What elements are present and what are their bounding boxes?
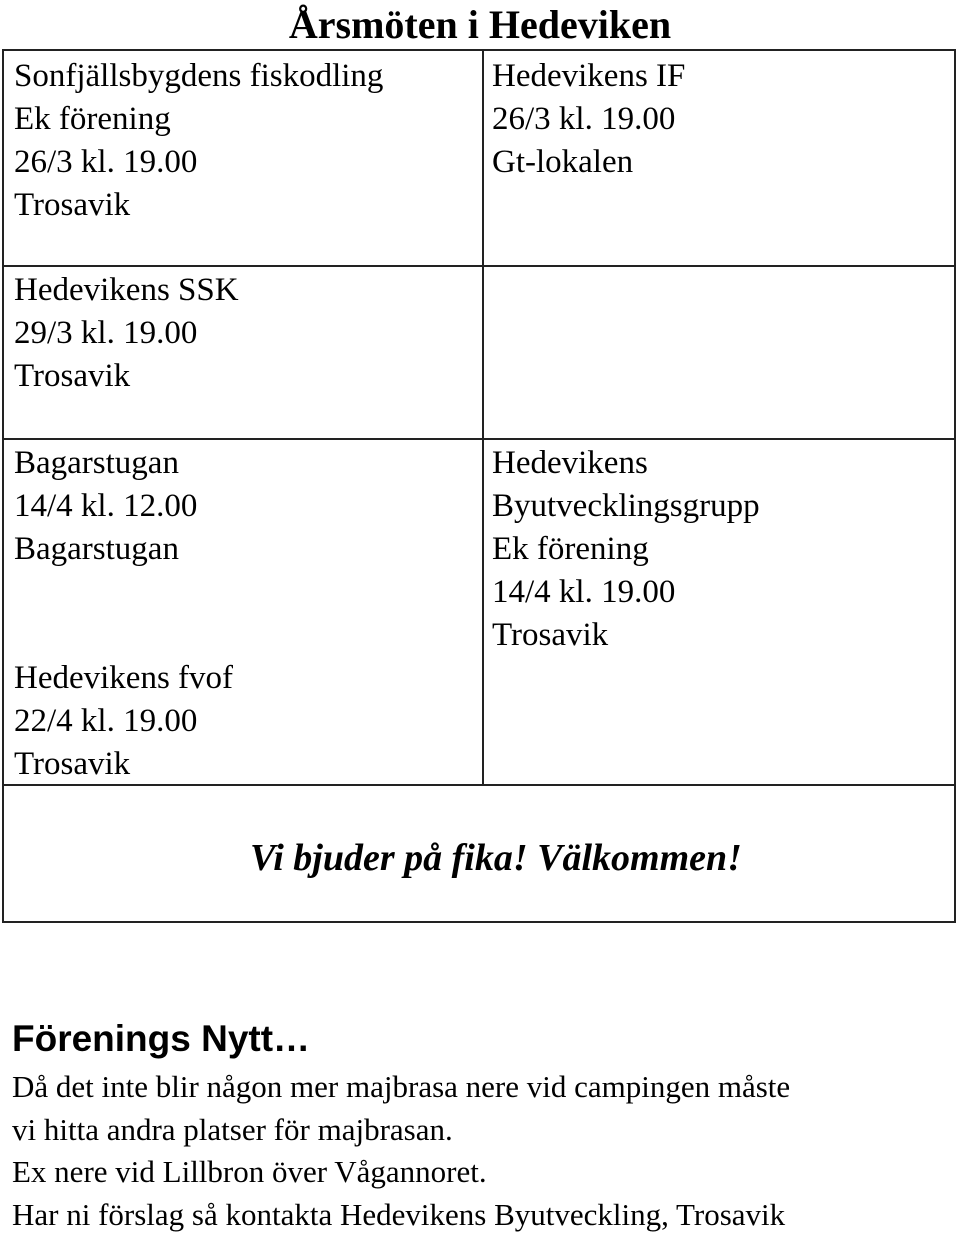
meeting-time: 26/3 kl. 19.00	[492, 98, 685, 141]
row-divider-1	[4, 265, 954, 267]
news-body	[12, 1066, 790, 1236]
meeting-place: Trosavik	[14, 743, 233, 786]
welcome-text: Vi bjuder på fika! Välkommen!	[250, 834, 742, 882]
column-divider	[482, 51, 484, 786]
meeting-name-cont: Byutvecklingsgrupp	[492, 485, 760, 528]
news-line: Ex nere vid Lillbron över Vågannoret.	[12, 1151, 790, 1194]
meeting-time: 26/3 kl. 19.00	[14, 141, 383, 184]
meeting-time: 29/3 kl. 19.00	[14, 312, 239, 355]
meeting-fvof	[14, 657, 233, 786]
meeting-name: Sonfjällsbygdens fiskodling	[14, 55, 383, 98]
meeting-fiskodling	[14, 55, 383, 227]
meeting-time: 14/4 kl. 12.00	[14, 485, 197, 528]
meeting-bagarstugan	[14, 442, 197, 571]
meeting-ssk	[14, 269, 239, 398]
page-title: Årsmöten i Hedeviken	[0, 0, 960, 50]
meeting-place: Trosavik	[492, 614, 760, 657]
news-line: vi hitta andra platser för majbrasan.	[12, 1109, 790, 1152]
meeting-place: Trosavik	[14, 184, 383, 227]
meeting-name: Hedevikens fvof	[14, 657, 233, 700]
meetings-table	[2, 49, 956, 923]
meeting-if	[492, 55, 685, 184]
meeting-name: Bagarstugan	[14, 442, 197, 485]
row-divider-2	[4, 438, 954, 440]
news-line: Har ni förslag så kontakta Hedevikens Byutveckling, Trosavik	[12, 1194, 790, 1236]
meeting-place: Gt-lokalen	[492, 141, 685, 184]
meeting-place: Bagarstugan	[14, 528, 197, 571]
meeting-byutvecklingsgrupp	[492, 442, 760, 657]
meeting-name: Hedevikens SSK	[14, 269, 239, 312]
meeting-time: 22/4 kl. 19.00	[14, 700, 233, 743]
meeting-name: Hedevikens IF	[492, 55, 685, 98]
meeting-place: Trosavik	[14, 355, 239, 398]
meeting-type: Ek förening	[492, 528, 760, 571]
news-heading: Förenings Nytt…	[12, 1015, 310, 1063]
meeting-time: 14/4 kl. 19.00	[492, 571, 760, 614]
news-line: Då det inte blir någon mer majbrasa nere vid campingen måste	[12, 1066, 790, 1109]
meeting-name: Hedevikens	[492, 442, 760, 485]
meeting-type: Ek förening	[14, 98, 383, 141]
